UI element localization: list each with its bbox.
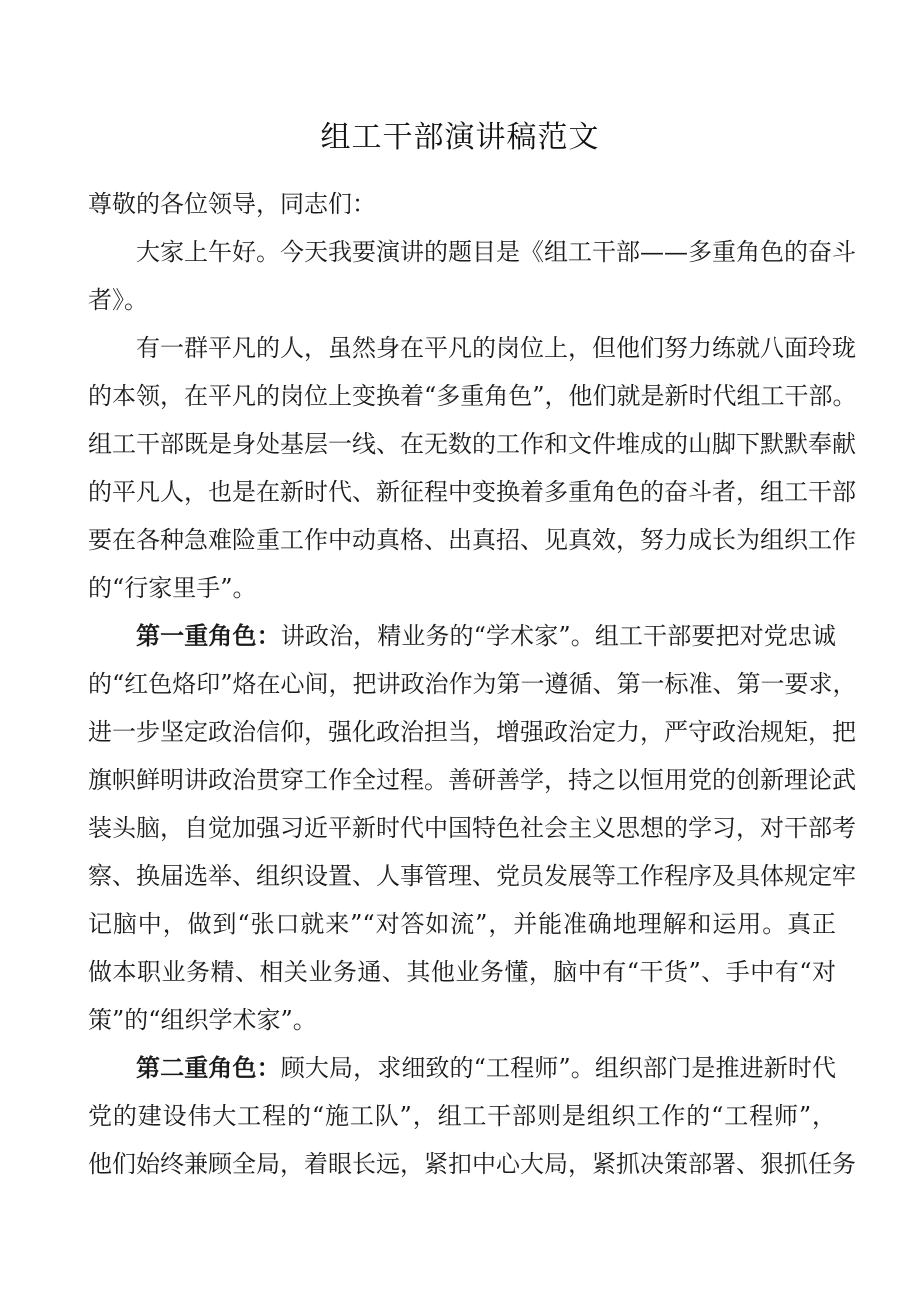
salutation: 尊敬的各位领导，同志们： (88, 190, 376, 218)
paragraph-line: 的“行家里手”。 (88, 574, 257, 602)
paragraph-1 (88, 228, 856, 324)
paragraph-4 (88, 1044, 856, 1188)
paragraph-line: 组工干部既是身处基层一线、在无数的工作和文件堆成的山脚下默默奉献 (88, 430, 856, 458)
paragraph-line: 有一群平凡的人，虽然身在平凡的岗位上，但他们努力练就八面玲珑 (136, 334, 856, 362)
paragraph-line: 记脑中，做到“张口就来”“对答如流”，并能准确地理解和运用。真正 (88, 910, 836, 938)
paragraph-line (88, 1044, 836, 1092)
paragraph-line: 策”的“组织学术家”。 (88, 1006, 317, 1034)
section-heading: 第一重角色： (136, 622, 281, 650)
paragraph-line: 的本领，在平凡的岗位上变换着“多重角色”，他们就是新时代组工干部。 (88, 382, 857, 410)
paragraph-text: 顾大局，求细致的“工程师”。组织部门是推进新时代 (280, 1054, 836, 1082)
paragraph-3 (88, 612, 857, 1044)
paragraph-text: 讲政治，精业务的“学术家”。组工干部要把对党忠诚 (280, 622, 836, 650)
paragraph-line: 进一步坚定政治信仰，强化政治担当，增强政治定力，严守政治规矩，把 (88, 718, 856, 746)
paragraph-line: 旗帜鲜明讲政治贯穿工作全过程。善研善学，持之以恒用党的创新理论武 (88, 766, 856, 794)
paragraph-line: 做本职业务精、相关业务通、其他业务懂，脑中有“干货”、手中有“对 (88, 958, 836, 986)
paragraph-line: 装头脑，自觉加强习近平新时代中国特色社会主义思想的学习，对干部考 (88, 814, 856, 842)
document-title: 组工干部演讲稿范文 (320, 120, 600, 155)
paragraph-line (88, 612, 836, 660)
paragraph-line: 他们始终兼顾全局，着眼长远，紧扣中心大局，紧抓决策部署、狠抓任务 (88, 1150, 856, 1178)
paragraph-line: 大家上午好。今天我要演讲的题目是《组工干部——多重角色的奋斗 (136, 238, 856, 266)
paragraph-line: 察、换届选举、组织设置、人事管理、党员发展等工作程序及具体规定牢 (88, 862, 856, 890)
paragraph-line: 的“红色烙印”烙在心间，把讲政治作为第一遵循、第一标准、第一要求， (88, 670, 857, 698)
document-body (88, 180, 857, 1188)
paragraph-2 (88, 324, 857, 612)
section-heading: 第二重角色： (136, 1054, 281, 1082)
paragraph-line: 要在各种急难险重工作中动真格、出真招、见真效，努力成长为组织工作 (88, 526, 856, 554)
paragraph-line: 党的建设伟大工程的“施工队”，组工干部则是组织工作的“工程师”， (88, 1102, 836, 1130)
paragraph-line: 者》。 (88, 286, 148, 314)
paragraph-line: 的平凡人，也是在新时代、新征程中变换着多重角色的奋斗者，组工干部 (88, 478, 856, 506)
